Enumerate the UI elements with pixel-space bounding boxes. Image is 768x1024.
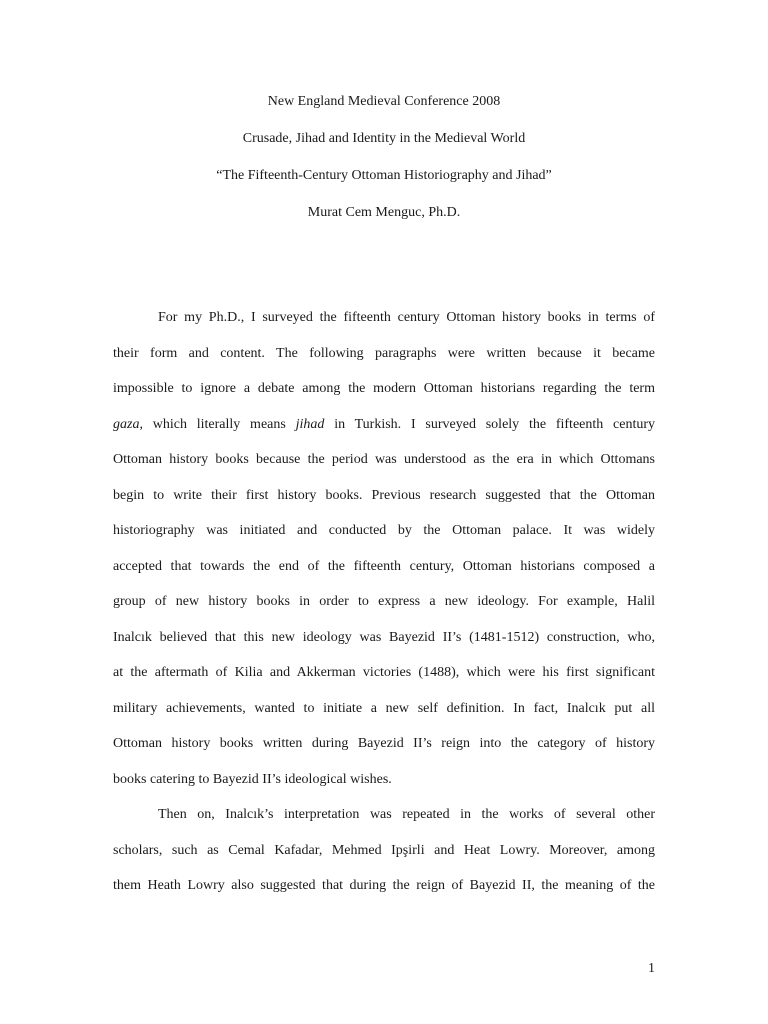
body-text xyxy=(113,307,655,911)
body-line: Inalcık believed that this new ideology was Bayezid II’s (1481-1512) construction, who, xyxy=(113,629,655,645)
body-line: For my Ph.D., I surveyed the fifteenth century Ottoman history books in terms of xyxy=(158,310,655,325)
body-line: scholars, such as Cemal Kafadar, Mehmed Ipşirli and Heat Lowry. Moreover, among xyxy=(113,842,655,858)
italic-term-jihad: jihad xyxy=(295,416,325,432)
body-line: at the aftermath of Kilia and Akkerman victories (1488), which were his first significant xyxy=(113,665,655,680)
body-line: historiography was initiated and conducted by the Ottoman palace. It was widely xyxy=(113,523,655,538)
body-line: books catering to Bayezid II’s ideological wishes. xyxy=(113,771,392,787)
body-line: impossible to ignore a debate among the modern Ottoman historians regarding the term xyxy=(113,381,655,396)
text-segment: , which literally means xyxy=(139,416,286,432)
paper-title: “The Fifteenth-Century Ottoman Historiography and Jihad” xyxy=(216,168,552,183)
italic-term-gaza: gaza xyxy=(113,416,140,432)
body-line: them Heath Lowry also suggested that during the reign of Bayezid II, the meaning of the xyxy=(113,878,655,893)
conference-name: New England Medieval Conference 2008 xyxy=(267,94,501,109)
body-line: Ottoman history books because the period was understood as the era in which Ottomans xyxy=(113,452,655,467)
body-line-mixed xyxy=(113,414,655,450)
body-line: Ottoman history books written during Bayezid II’s reign into the category of history xyxy=(113,736,655,751)
author-name: Murat Cem Menguc, Ph.D. xyxy=(307,205,461,220)
body-line: their form and content. The following paragraphs were written because it became xyxy=(113,345,655,361)
body-line: begin to write their first history books. Previous research suggested that the Ottoman xyxy=(113,487,655,503)
body-line: military achievements, wanted to initiate a new self definition. In fact, Inalcık put all xyxy=(113,700,655,716)
conference-theme: Crusade, Jihad and Identity in the Medieval World xyxy=(242,131,526,146)
body-line: group of new history books in order to express a new ideology. For example, Halil xyxy=(113,594,655,609)
document-header xyxy=(0,92,768,240)
text-segment: in Turkish. I surveyed solely the fifteenth century xyxy=(334,416,655,432)
body-line: Then on, Inalcık’s interpretation was repeated in the works of several other xyxy=(158,807,655,822)
body-line: accepted that towards the end of the fifteenth century, Ottoman historians composed a xyxy=(113,558,655,574)
page-number: 1 xyxy=(648,961,655,976)
